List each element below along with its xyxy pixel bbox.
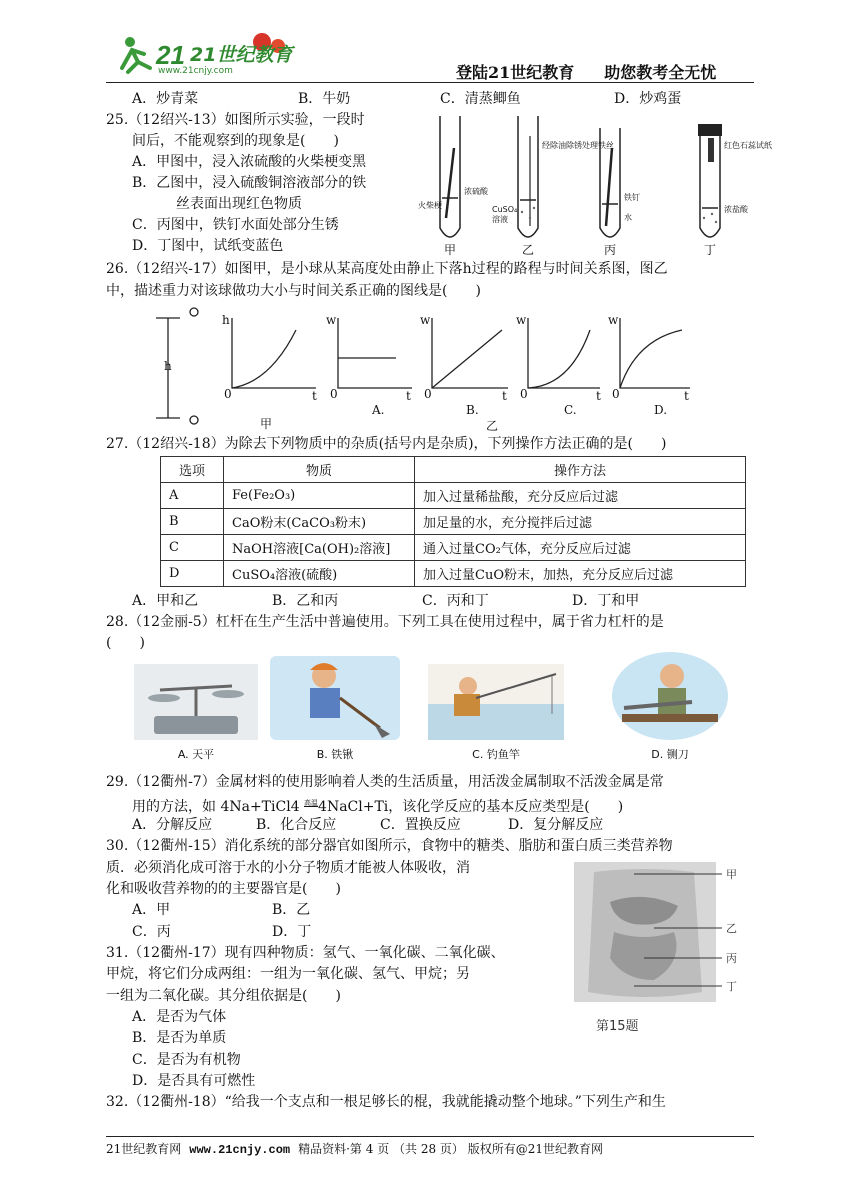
- q26-gc-axis-w: w: [516, 313, 527, 327]
- q28-stem-1: 28.（12金丽-5）杠杆在生产生活中普遍使用。下列工具在使用过程中，属于省力杠杆的是: [106, 614, 664, 630]
- q29-stem-1: 29.（12衢州-7）金属材料的使用影响着人类的生活质量，用活泼金属制取不活泼金属是常: [106, 774, 664, 790]
- q31-stem-1: 31.（12衢州-17）现有四种物质：氢气、一氧化碳、二氧化碳、: [106, 945, 505, 961]
- q26-ga-axis-t: t: [406, 389, 411, 403]
- q28-caption-b: B. 铁锹: [316, 748, 354, 761]
- q31-option-b: B．是否为单质: [132, 1030, 227, 1046]
- q24-option-a: A．炒青菜: [132, 91, 199, 107]
- q25-label-jia: 甲: [444, 243, 457, 257]
- q27-stem: 27.（12绍兴-18）为除去下列物质中的杂质(括号内是杂质)，下列操作方法正确的是( ): [106, 436, 667, 452]
- table-header-cell: 物质: [224, 457, 415, 483]
- q26-gd-zero: 0: [612, 387, 620, 401]
- q31-option-d: D．是否具有可燃性: [132, 1073, 256, 1089]
- table-header-cell: 选项: [161, 457, 224, 483]
- q25-option-b: B．乙图中，浸入硫酸铜溶液部分的铁: [132, 175, 367, 191]
- q26-label-d: D.: [654, 403, 668, 417]
- q25-note-cuso4: CuSO₄: [492, 205, 518, 214]
- q26-gc-zero: 0: [520, 387, 528, 401]
- q28-stem-2: ( ): [106, 635, 145, 651]
- q29-option-a: A．分解反应: [132, 817, 213, 833]
- footer-rule: [106, 1136, 754, 1137]
- q30-fig-label-bing: 丙: [726, 952, 737, 965]
- q30-option-a: A．甲: [132, 902, 171, 918]
- q29-condition: 高温: [304, 799, 319, 807]
- q30-fig-label-yi: 乙: [726, 922, 737, 935]
- q25-note-solution: 溶液: [492, 215, 508, 224]
- tube-yi: [518, 116, 538, 237]
- q27-option-b: B．乙和丙: [272, 593, 339, 609]
- q29-stem-2: [132, 793, 623, 817]
- footer-site: 21世纪教育网: [106, 1142, 182, 1156]
- q28-caption-c: C. 钓鱼竿: [472, 748, 520, 761]
- q28-caption-d: D. 铡刀: [651, 748, 689, 761]
- q26-gb-zero: 0: [424, 387, 432, 401]
- q26-ga-axis-w: w: [326, 313, 337, 327]
- q26-label-c: C.: [564, 403, 577, 417]
- table-cell: 加入过量CuO粉末，加热，充分反应后过滤: [415, 561, 746, 587]
- q26-h-label: h: [164, 359, 172, 373]
- q27-option-d: D．丁和甲: [572, 593, 640, 609]
- q24-option-c: C．清蒸鲫鱼: [440, 91, 521, 107]
- q28-image-fishing: [428, 664, 564, 761]
- table-cell: A: [161, 483, 224, 509]
- q30-stem-3: 化和吸收营养物的的主要器官是( ): [106, 881, 341, 897]
- q30-digestive-system-figure: [574, 862, 754, 1038]
- q28-image-shovel: [270, 656, 400, 761]
- header-rule: [106, 82, 754, 83]
- footer-url[interactable]: www.21cnjy.com: [189, 1143, 291, 1157]
- q28-image-chopper: [612, 652, 728, 761]
- q25-note-water: 水: [624, 213, 632, 222]
- q30-stem-1: 30.（12衢州-15）消化系统的部分器官如图所示，食物中的糖类、脂肪和蛋白质三类营养物: [106, 838, 673, 854]
- q25-label-yi: 乙: [522, 243, 535, 257]
- header-slogan-1: 登陆21世纪教育: [456, 63, 575, 82]
- q28-caption-a: A. 天平: [177, 748, 215, 761]
- q27-table: [160, 456, 746, 587]
- q25-test-tubes-figure: [418, 108, 772, 258]
- chopping-knife-icon: [612, 652, 728, 740]
- q26-label-jia: 甲: [260, 417, 273, 431]
- q27-option-c: C．丙和丁: [422, 593, 489, 609]
- table-header-cell: 操作方法: [415, 457, 746, 483]
- balance-scale-icon: [134, 664, 258, 740]
- q29-option-d: D．复分解反应: [508, 817, 604, 833]
- table-cell: 加入过量稀盐酸，充分反应后过滤: [415, 483, 746, 509]
- q25-note-hcl: 浓盐酸: [724, 205, 748, 214]
- q26-g0-zero: 0: [224, 387, 232, 401]
- footer-page-info: 精品资料·第 4 页 （共 28 页） 版权所有@21世纪教育网: [298, 1142, 603, 1156]
- table-row: [161, 509, 746, 535]
- q27-option-a: A．甲和乙: [132, 593, 199, 609]
- q26-label-a: A.: [372, 403, 385, 417]
- table-cell: B: [161, 509, 224, 535]
- header-slogan: [456, 60, 716, 83]
- q26-gd-axis-w: w: [608, 313, 619, 327]
- q25-note-litmus: 红色石蕊试纸: [724, 141, 772, 150]
- q25-option-c: C．丙图中，铁钉水面处部分生锈: [132, 217, 339, 233]
- q25-stem-2: 间后，不能观察到的现象是( ): [132, 133, 339, 149]
- svg-text:21: 21: [156, 40, 185, 70]
- q26-gd-axis-t: t: [684, 389, 689, 403]
- q30-fig-label-jia: 甲: [726, 868, 737, 881]
- q25-note-match: 火柴梗: [418, 201, 442, 210]
- q25-stem-1: 25.（12绍兴-13）如图所示实验，一段时: [106, 112, 365, 128]
- table-cell: NaOH溶液[Ca(OH)₂溶液]: [224, 535, 415, 561]
- q29-equation-right: 4NaCl+Ti，该化学反应的基本反应类型是( ): [318, 799, 624, 815]
- q26-g0-axis-t: t: [312, 389, 317, 403]
- header-slogan-2: 助您教考全无忧: [604, 63, 717, 82]
- q24-option-d: D．炒鸡蛋: [614, 91, 682, 107]
- q25-label-bing: 丙: [604, 243, 617, 257]
- footer: [106, 1140, 603, 1157]
- table-cell: CuSO₄溶液(硫酸): [224, 561, 415, 587]
- q26-gc-axis-t: t: [596, 389, 601, 403]
- table-cell: C: [161, 535, 224, 561]
- q32-stem: 32.（12衢州-18）“给我一个支点和一根足够长的棍，我就能撬动整个地球。”下列生产和生: [106, 1094, 666, 1110]
- q28-image-balance: [134, 664, 258, 761]
- q26-g0-axis-y: h: [222, 313, 230, 327]
- table-row: [161, 483, 746, 509]
- q26-ga-zero: 0: [330, 387, 338, 401]
- q25-option-b-cont: 丝表面出现红色物质: [176, 196, 302, 212]
- table-cell: Fe(Fe₂O₃): [224, 483, 415, 509]
- q26-gb-axis-t: t: [502, 389, 507, 403]
- q31-stem-2: 甲烷，将它们分成两组：一组为一氧化碳、氢气、甲烷；另: [106, 966, 470, 982]
- q25-option-a: A．甲图中，浸入浓硫酸的火柴梗变黑: [132, 154, 367, 170]
- table-cell: 加足量的水，充分搅拌后过滤: [415, 509, 746, 535]
- q31-option-a: A．是否为气体: [132, 1009, 227, 1025]
- q24-option-b: B．牛奶: [298, 91, 351, 107]
- q26-stem-2: 中，描述重力对该球做功大小与时间关系正确的图线是( ): [106, 283, 481, 299]
- q26-graphs-figure: [150, 304, 690, 432]
- q30-option-b: B．乙: [272, 902, 311, 918]
- q30-option-c: C．丙: [132, 924, 171, 940]
- q30-option-d: D．丁: [272, 924, 312, 940]
- q25-label-ding: 丁: [704, 243, 717, 257]
- table-header-row: [161, 457, 746, 483]
- q25-note-wire: 经除油除锈处理铁丝: [542, 141, 614, 150]
- q25-option-d: D．丁图中，试纸变蓝色: [132, 238, 284, 254]
- logo-url: www.21cnjy.com: [158, 66, 233, 76]
- q29-option-c: C．置换反应: [380, 817, 461, 833]
- q29-option-b: B．化合反应: [256, 817, 337, 833]
- table-row: [161, 535, 746, 561]
- logo-text: 21世纪教育: [190, 44, 293, 66]
- q26-label-yi: 乙: [486, 419, 499, 433]
- shovel-worker-icon: [270, 656, 400, 740]
- q26-stem-1: 26.（12绍兴-17）如图甲，是小球从某高度处由静止下落h过程的路程与时间关系图，图乙: [106, 261, 668, 277]
- q29-equation-left: 用的方法，如 4Na+TiCl4: [132, 799, 305, 815]
- q31-stem-3: 一组为二氧化碳。其分组依据是( ): [106, 988, 341, 1004]
- q31-option-c: C．是否为有机物: [132, 1052, 241, 1068]
- table-row: [161, 561, 746, 587]
- table-cell: D: [161, 561, 224, 587]
- site-logo[interactable]: [112, 28, 302, 80]
- q26-gb-axis-w: w: [420, 313, 431, 327]
- q30-stem-2: 质．必须消化成可溶于水的小分子物质才能被人体吸收，消: [106, 860, 470, 876]
- q25-note-nail: 铁钉: [624, 193, 640, 202]
- q30-fig-caption: 第15题: [596, 1019, 639, 1034]
- q25-note-acid: 浓硫酸: [464, 187, 488, 196]
- fishing-rod-icon: [428, 664, 564, 740]
- table-cell: 通入过量CO₂气体，充分反应后过滤: [415, 535, 746, 561]
- q26-label-b: B.: [466, 403, 479, 417]
- table-cell: CaO粉末(CaCO₃粉末): [224, 509, 415, 535]
- q30-fig-label-ding: 丁: [726, 980, 737, 993]
